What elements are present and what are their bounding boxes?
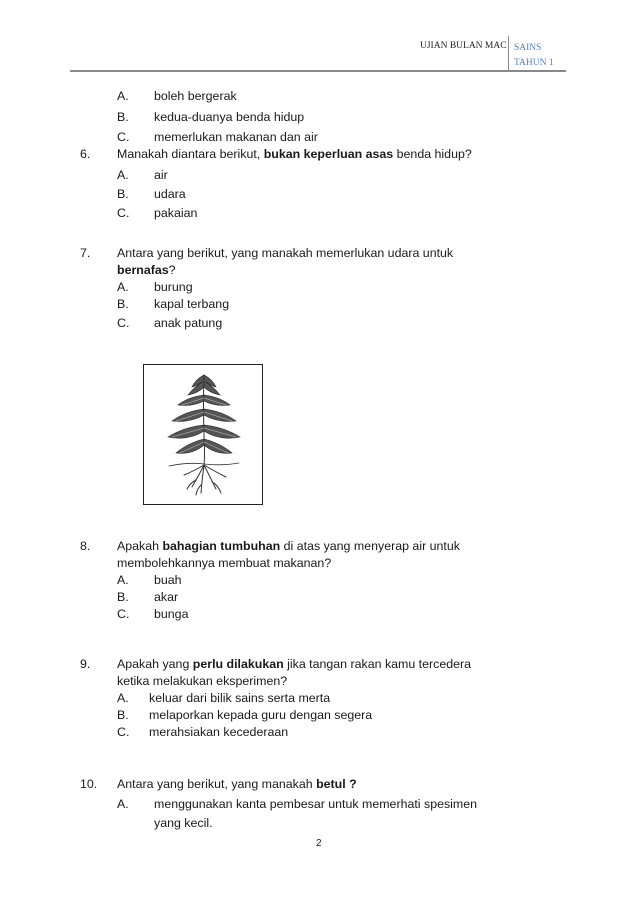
q8-option-b-text: akar [154,590,179,604]
q5-option-b-text: kedua-duanya benda hidup [154,110,305,124]
q10-stem-pre: Antara yang berikut, yang manakah [117,777,317,791]
q10-stem-bold: betul [316,777,346,791]
q7-stem-line2 [117,263,176,277]
q10-option-a-text-line2: yang kecil. [154,816,213,830]
plant-drawing-icon [144,365,262,504]
q8-option-c-text: bunga [154,607,189,621]
q7-option-c-text: anak patung [154,316,223,330]
q6-option-b-letter: B. [117,187,129,201]
q8-stem-bold: bahagian tumbuhan [162,539,281,553]
q9-stem-line2: ketika melakukan eksperimen? [117,674,288,688]
q9-option-b-text: melaporkan kepada guru dengan segera [149,708,373,722]
q8-option-a-letter: A. [117,573,129,587]
q8-stem-pre: Apakah [117,539,163,553]
q6-option-a-text: air [154,168,168,182]
header-subject [514,41,554,71]
q8-option-b-letter: B. [117,590,129,604]
q6-stem [117,147,472,161]
q6-option-a-letter: A. [117,168,129,182]
page-number: 2 [316,838,322,849]
q5-option-a-text: boleh bergerak [154,89,237,103]
q9-number: 9. [80,657,91,671]
q5-option-c-letter: C. [117,130,130,144]
q6-number: 6. [80,147,91,161]
q8-stem-line2: membolehkannya membuat makanan? [117,556,332,570]
header-exam-title: UJIAN BULAN MAC [420,41,507,51]
q9-option-c-text: merahsiakan kecederaan [149,725,289,739]
q6-stem-post: benda hidup? [393,147,472,161]
q7-number: 7. [80,246,91,260]
q8-stem-line1 [117,539,460,553]
q9-option-b-letter: B. [117,708,129,722]
q7-option-a-text: burung [154,280,193,294]
q9-stem-bold: perlu dilakukan [192,657,284,671]
q5-option-c-text: memerlukan makanan dan air [154,130,318,144]
q6-option-c-letter: C. [117,206,130,220]
q8-option-c-letter: C. [117,607,130,621]
header-divider [508,36,509,70]
q6-option-b-text: udara [154,187,186,201]
q6-stem-bold: bukan keperluan asas [263,147,394,161]
q6-option-c-text: pakaian [154,206,198,220]
header-subject-year: TAHUN 1 [514,58,554,68]
q10-stem-post: ? [345,777,357,791]
q10-option-a-letter: A. [117,797,129,811]
q7-option-b-text: kapal terbang [154,297,230,311]
q9-stem-post: jika tangan rakan kamu tercedera [283,657,472,671]
plant-illustration [143,364,263,505]
q8-option-a-text: buah [154,573,182,587]
header-subject-name: SAINS [514,43,542,53]
q5-option-b-letter: B. [117,110,129,124]
q9-option-a-letter: A. [117,691,129,705]
q7-stem-line1: Antara yang berikut, yang manakah memerlukan udara untuk [117,246,454,260]
q5-option-a-letter: A. [117,89,129,103]
q8-number: 8. [80,539,91,553]
q10-option-a-text: menggunakan kanta pembesar untuk memerhati spesimen [154,797,478,811]
q10-number: 10. [80,777,98,791]
q9-stem-pre: Apakah yang [117,657,193,671]
q7-option-b-letter: B. [117,297,129,311]
q7-option-a-letter: A. [117,280,129,294]
q9-stem-line1 [117,657,471,671]
q9-option-a-text: keluar dari bilik sains serta merta [149,691,331,705]
q6-stem-pre: Manakah diantara berikut, [117,147,264,161]
header-rule [70,70,566,72]
q7-stem-post: ? [168,263,176,277]
q10-stem [117,777,357,791]
q7-option-c-letter: C. [117,316,130,330]
q9-option-c-letter: C. [117,725,130,739]
q8-stem-post: di atas yang menyerap air untuk [280,539,460,553]
q7-stem-bold: bernafas [117,263,169,277]
